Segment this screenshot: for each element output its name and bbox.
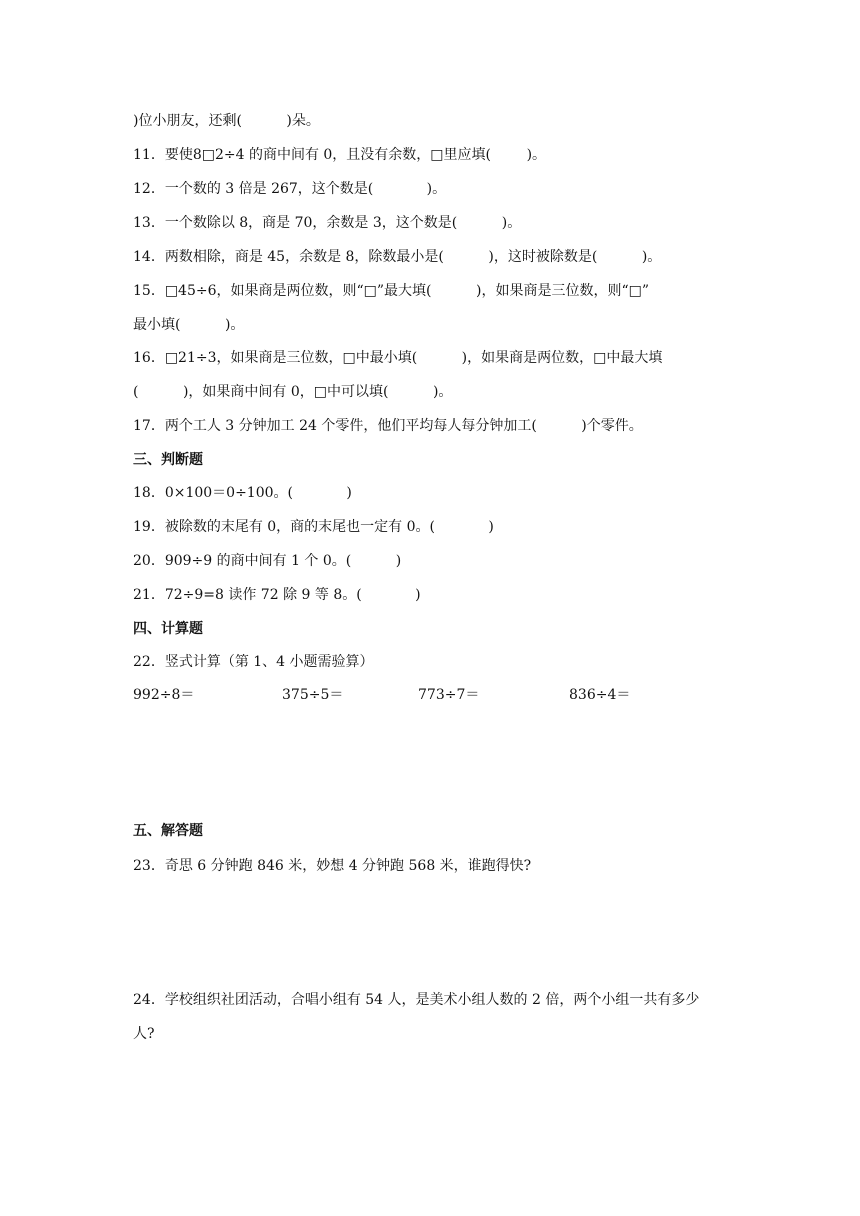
question-24-line2: 人? xyxy=(133,1026,155,1042)
question-17: 17．两个工人 3 分钟加工 24 个零件，他们平均每人每分钟加工( )个零件。 xyxy=(133,418,643,434)
question-23: 23．奇思 6 分钟跑 846 米，妙想 4 分钟跑 568 米，谁跑得快? xyxy=(133,858,532,874)
section-title-calculation: 四、计算题 xyxy=(133,621,203,637)
question-19: 19．被除数的末尾有 0，商的末尾也一定有 0。( ) xyxy=(133,519,494,535)
section-title-judgment: 三、判断题 xyxy=(133,452,203,468)
question-11: 11．要使8□2÷4 的商中间有 0，且没有余数，□里应填( )。 xyxy=(133,147,547,163)
question-16-line1: 16．□21÷3，如果商是三位数，□中最小填( )，如果商是两位数，□中最大填 xyxy=(133,350,663,366)
question-16-line2: ( )，如果商中间有 0，□中可以填( )。 xyxy=(133,384,453,400)
calc-item-1: 992÷8＝ xyxy=(133,687,195,703)
calc-item-2: 375÷5＝ xyxy=(282,687,344,703)
question-15-line2: 最小填( )。 xyxy=(133,317,245,333)
question-13: 13．一个数除以 8，商是 70，余数是 3，这个数是( )。 xyxy=(133,215,522,231)
calc-item-3: 773÷7＝ xyxy=(418,687,480,703)
question-20: 20．909÷9 的商中间有 1 个 0。( ) xyxy=(133,553,402,569)
question-10-continuation: )位小朋友，还剩( )朵。 xyxy=(133,113,320,129)
question-24-line1: 24．学校组织社团活动，合唱小组有 54 人，是美术小组人数的 2 倍，两个小组一共有多少 xyxy=(133,992,700,1008)
calc-item-4: 836÷4＝ xyxy=(569,687,631,703)
question-14: 14．两数相除，商是 45，余数是 8，除数最小是( )，这时被除数是( )。 xyxy=(133,249,662,265)
question-22: 22．竖式计算（第 1、4 小题需验算） xyxy=(133,654,374,670)
question-15-line1: 15．□45÷6，如果商是两位数，则“□”最大填( )，如果商是三位数，则“□” xyxy=(133,283,650,299)
question-12: 12．一个数的 3 倍是 267，这个数是( )。 xyxy=(133,181,447,197)
question-21: 21．72÷9=8 读作 72 除 9 等 8。( ) xyxy=(133,587,421,603)
section-title-word-problems: 五、解答题 xyxy=(133,823,203,839)
question-18: 18．0×100＝0÷100。( ) xyxy=(133,485,352,501)
